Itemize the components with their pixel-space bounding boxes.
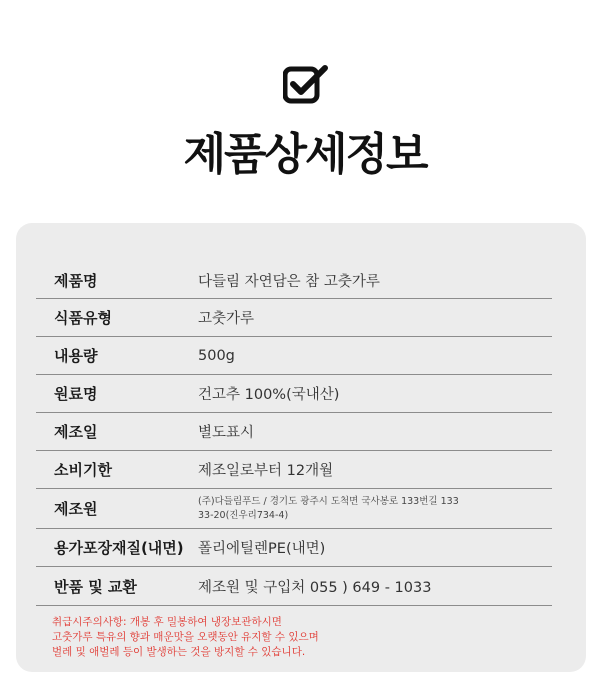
- info-row-expiration: [36, 451, 552, 489]
- row-value: 제조일로부터 12개월: [198, 463, 334, 479]
- row-value: 제조원 및 구입처 055 ) 649 - 1033: [198, 579, 432, 596]
- row-label: 제품명: [54, 271, 98, 290]
- row-value: 500g: [198, 347, 235, 364]
- info-row-returns: [36, 567, 552, 606]
- manufacturer-line-1: (주)다들림푸드 / 경기도 광주시 도척면 국사봉로 133번길 133: [198, 495, 459, 507]
- notice-line-3: 벌레 및 애벌레 등이 발생하는 것을 방지할 수 있습니다.: [52, 646, 306, 658]
- info-row-ingredients: [36, 375, 552, 413]
- row-label: 용가포장재질(내면): [54, 539, 184, 557]
- row-label: 반품 및 교환: [54, 577, 137, 596]
- row-value: 고춧가루: [198, 311, 255, 327]
- row-value: 건고추 100%(국내산): [198, 387, 340, 403]
- info-row-net-weight: [36, 337, 552, 375]
- handling-notice: [52, 615, 572, 660]
- row-value: 별도표시: [198, 425, 255, 441]
- page-title: 제품상세정보: [183, 129, 427, 180]
- info-row-manufacturer: [36, 489, 552, 529]
- product-info-table: [36, 262, 552, 606]
- row-label: 소비기한: [54, 461, 112, 479]
- row-label: 제조일: [54, 423, 98, 441]
- manufacturer-line-2: 33-20(진우리734-4): [198, 509, 289, 521]
- info-row-manufacture-date: [36, 413, 552, 451]
- row-value: 다들림 자연담은 참 고춧가루: [198, 273, 380, 290]
- row-value: [198, 495, 552, 523]
- row-value: 폴리에틸렌PE(내면): [198, 541, 326, 557]
- info-row-packaging: [36, 529, 552, 567]
- row-label: 제조원: [54, 500, 98, 518]
- checkbox-checked-icon: [283, 64, 329, 104]
- row-label: 원료명: [54, 385, 98, 403]
- notice-line-1: 취급시주의사항: 개봉 후 밀봉하여 냉장보관하시면: [52, 616, 282, 628]
- info-row-product-name: [36, 262, 552, 299]
- row-label: 식품유형: [54, 309, 112, 327]
- info-row-food-type: [36, 299, 552, 337]
- row-label: 내용량: [54, 347, 98, 365]
- notice-line-2: 고춧가루 특유의 향과 매운맛을 오랫동안 유지할 수 있으며: [52, 631, 319, 643]
